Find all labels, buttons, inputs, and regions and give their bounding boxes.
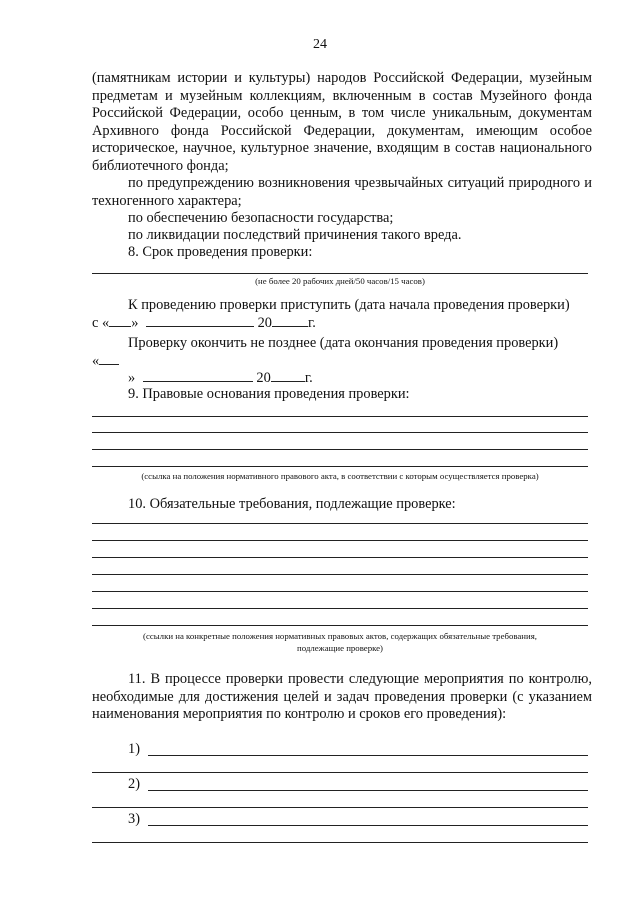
section9-fill-line-4[interactable] xyxy=(92,466,588,467)
section9-title: 9. Правовые основания проведения проверки: xyxy=(128,386,410,402)
section8-title: 8. Срок проведения проверки: xyxy=(128,244,313,260)
section11-item-3-label: 3) xyxy=(128,811,140,827)
section10-fill-line-7[interactable] xyxy=(92,625,588,626)
item-liquidation: по ликвидации последствий причинения такого вреда. xyxy=(128,227,462,243)
section11-item-3-field-cont[interactable] xyxy=(92,842,588,843)
section10-fill-line-1[interactable] xyxy=(92,523,588,524)
section10-caption-line2: подлежащие проверке) xyxy=(297,643,383,653)
start-date-row xyxy=(92,314,316,332)
section9-fill-line-1[interactable] xyxy=(92,416,588,417)
section10-fill-line-3[interactable] xyxy=(92,557,588,558)
end-day-field[interactable] xyxy=(99,352,119,365)
intro-paragraph: (памятникам истории и культуры) народов Российской Федерации, музейным предметам и музейным коллекциям, включенным в состав Музейного фонда Российской Федерации, особо ценным, в том числе уникальным, документам Архивного фонда Российской Федерации, документам, имеющим особое историческое, научное, культурное значение, входящим в состав национального библиотечного фонда; xyxy=(92,70,592,174)
section11-item-1-label: 1) xyxy=(128,741,140,757)
start-mid: » xyxy=(131,315,139,331)
start-month-field[interactable] xyxy=(146,314,254,327)
start-day-field[interactable] xyxy=(109,314,131,327)
end-month-field[interactable] xyxy=(143,369,253,382)
end-date-row-open xyxy=(92,352,119,370)
section10-fill-line-6[interactable] xyxy=(92,608,588,609)
section10-fill-line-5[interactable] xyxy=(92,591,588,592)
section10-caption-line1: (ссылки на конкретные положения нормативных правовых актов, содержащих обязательные требования, xyxy=(143,631,537,641)
end-date-row xyxy=(128,369,313,387)
section11-item-1-field[interactable] xyxy=(148,755,588,756)
section10-fill-line-2[interactable] xyxy=(92,540,588,541)
end-quote-open: « xyxy=(92,353,100,369)
section9-caption: (ссылка на положения нормативного правового акта, в соответствии с которым осуществляется проверка) xyxy=(141,471,539,481)
start-suffix: г. xyxy=(308,315,316,331)
start-year-prefix: 20 xyxy=(257,315,272,331)
page-number: 24 xyxy=(313,37,327,52)
section8-caption: (не более 20 рабочих дней/50 часов/15 часов) xyxy=(255,276,425,286)
section8-fill-line[interactable] xyxy=(92,273,588,274)
end-year-field[interactable] xyxy=(271,369,305,382)
section8-end-text: Проверку окончить не позднее (дата окончания проведения проверки) xyxy=(128,335,559,351)
end-mid: » xyxy=(128,370,136,386)
section10-fill-line-4[interactable] xyxy=(92,574,588,575)
item-emergency: по предупреждению возникновения чрезвычайных ситуаций природного и техногенного характера; xyxy=(92,175,592,209)
section11-item-2-field[interactable] xyxy=(148,790,588,791)
section9-fill-line-3[interactable] xyxy=(92,449,588,450)
section11-item-2-label: 2) xyxy=(128,776,140,792)
end-year-prefix: 20 xyxy=(256,370,271,386)
section11-text: 11. В процессе проверки провести следующие мероприятия по контролю, необходимые для достижения целей и задач проведения проверки (с указанием наименования мероприятия по контролю и сроков его проведения): xyxy=(92,671,592,722)
section9-fill-line-2[interactable] xyxy=(92,432,588,433)
section10-title: 10. Обязательные требования, подлежащие проверке: xyxy=(128,496,456,512)
end-suffix: г. xyxy=(304,370,313,386)
section11-item-2-field-cont[interactable] xyxy=(92,807,588,808)
start-year-field[interactable] xyxy=(272,314,308,327)
item-security: по обеспечению безопасности государства; xyxy=(128,210,394,226)
section8-start-text: К проведению проверки приступить (дата начала проведения проверки) xyxy=(128,297,570,313)
start-prefix: с « xyxy=(92,315,110,331)
section11-item-1-field-cont[interactable] xyxy=(92,772,588,773)
section11-item-3-field[interactable] xyxy=(148,825,588,826)
